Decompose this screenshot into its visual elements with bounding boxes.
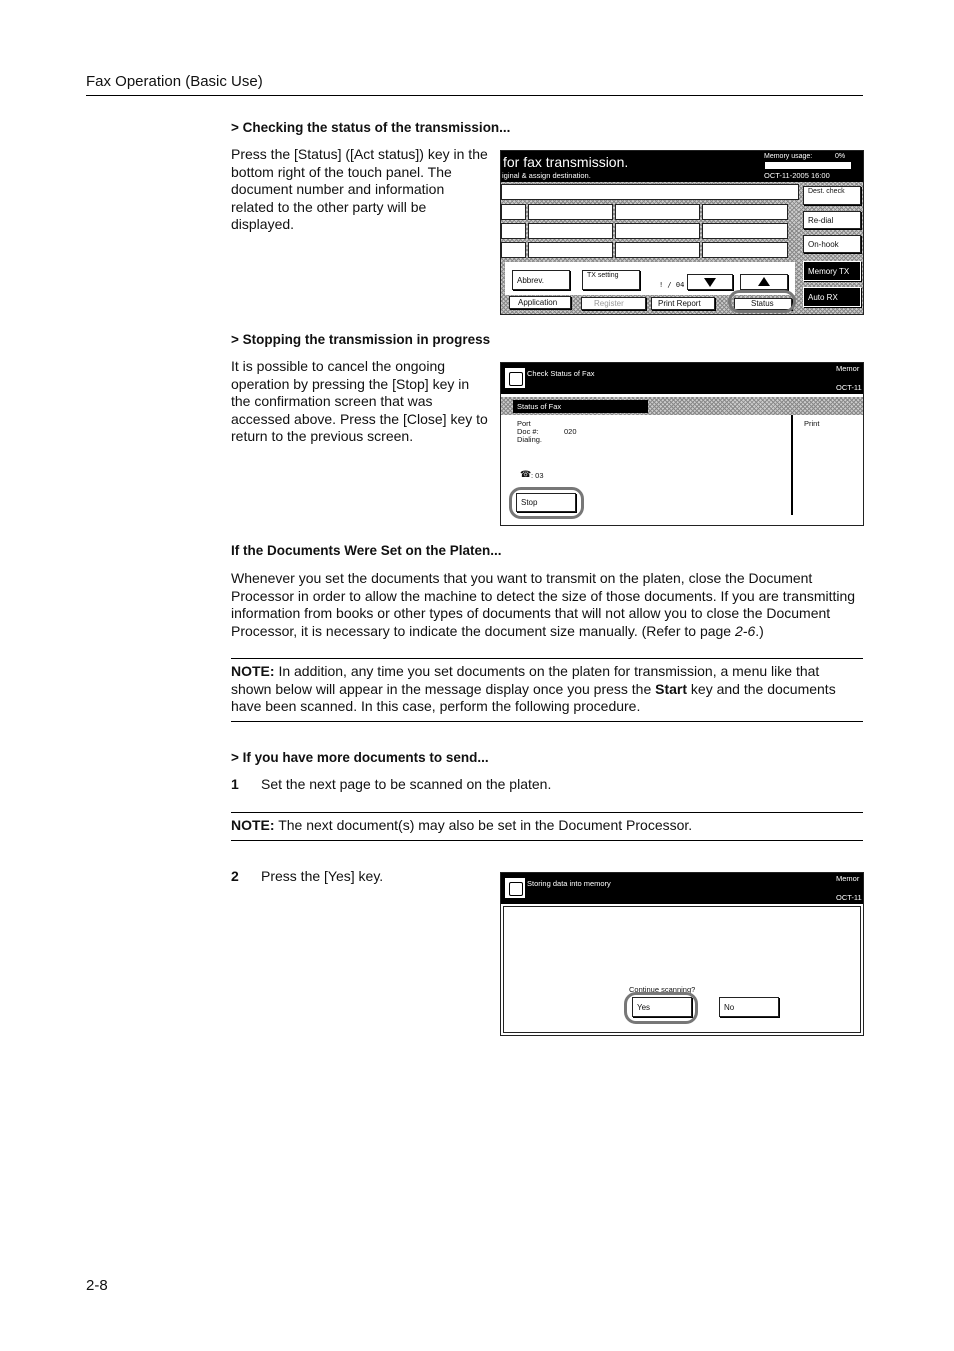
heading-stop-transmission: > Stopping the transmission in progress [231,332,491,347]
redial-button[interactable]: Re-dial [803,211,861,229]
tx-setting-button[interactable]: TX setting [582,270,640,290]
arrow-up-icon [758,277,770,286]
destination-field[interactable] [501,184,799,200]
dest-cell[interactable] [702,223,788,239]
status-highlight-ring [728,290,796,313]
screen3-title: Storing data into memory [527,879,611,888]
yes-button[interactable]: Yes [632,997,692,1017]
dest-cell[interactable] [501,242,526,258]
heading-check-status: > Checking the status of the transmission... [231,120,511,135]
running-header: Fax Operation (Basic Use) [86,73,263,90]
screen1-subtitle: iginal & assign destination. [502,171,591,180]
step1-number: 1 [231,776,239,792]
doc-number-label: Doc #: [517,427,539,436]
platen-text-b: .) [755,622,764,639]
dest-cell[interactable] [528,242,613,258]
note2-label: NOTE: [231,817,275,833]
column-divider [791,415,793,515]
doc-number-value: 020 [564,427,577,436]
note1-bottom-rule [231,721,863,722]
note2-bottom-rule [231,840,863,841]
fax-main-screen [500,150,864,315]
step2-number: 2 [231,868,239,884]
note1-label: NOTE: [231,663,275,679]
page-reference[interactable]: 2-6 [735,622,756,639]
memory-usage-value: 0% [835,153,846,160]
no-button[interactable]: No [719,997,779,1017]
dest-cell[interactable] [501,223,526,239]
scroll-down-button[interactable] [687,274,733,290]
auto-rx-button[interactable]: Auto RX [803,287,861,307]
screen2-titlebar [501,363,863,394]
on-hook-button[interactable]: On-hook [803,235,861,253]
platen-text [231,570,863,640]
note1-start-key: Start [655,680,688,697]
note1-text-a: In addition, any time you set documents on the platen for transmission, a menu like that shown below will appear in the message display once you press the [231,663,820,697]
dest-cell[interactable] [702,242,788,258]
screen2-title: Check Status of Fax [527,369,595,378]
tab-print-report[interactable]: Print Report [651,297,715,310]
screen3-date: OCT-11 [836,893,862,902]
tab-application[interactable]: Application [509,296,571,309]
note1-top-rule [231,658,863,659]
screen3-titlebar [501,873,863,904]
screen2-memory: Memor [836,364,860,373]
port-label: Port [517,419,531,428]
tab-register[interactable]: Register [581,297,646,310]
stop-button[interactable]: Stop [516,493,576,512]
dest-cell[interactable] [615,242,700,258]
dialing-status: Dialing. [517,435,543,444]
heading-platen: If the Documents Were Set on the Platen... [231,543,502,558]
dest-cell[interactable] [501,204,526,220]
stop-highlight-ring [509,487,584,519]
dest-check-button[interactable]: Dest. check [803,186,861,205]
screen3-memory: Memor [836,874,860,883]
check-status-screen [500,362,864,526]
note2 [231,817,863,835]
tab-status-of-fax[interactable]: Status of Fax [513,400,648,413]
note1 [231,663,863,716]
phone-value: : 03 [531,471,544,480]
abbrev-button[interactable]: Abbrev. [512,270,570,290]
page-number: 2-8 [86,1277,108,1294]
tab-status[interactable]: Status [734,298,792,310]
platen-text-a: Whenever you set the documents that you want to transmit on the platen, close the Document Processor in order to allow the machine to detect the size of those documents. If you are transmitting information from books or other types of documents that will not allow you to close the Document Processor, it is necessary to indicate the document size manually. (Refer to page [231,570,856,639]
dest-cell[interactable] [615,223,700,239]
screen2-date: OCT-11 [836,383,862,392]
header-rule [86,95,863,96]
continue-scanning-prompt: Continue scanning? [629,985,696,994]
step1-text: Set the next page to be scanned on the platen. [261,776,552,792]
scroll-up-button[interactable] [740,274,788,290]
note2-text: The next document(s) may also be set in the Document Processor. [274,817,693,833]
dest-cell[interactable] [528,223,613,239]
dest-cell[interactable] [528,204,613,220]
page-counter: ! / 04 [659,281,685,289]
note2-top-rule [231,812,863,813]
heading-more-documents: > If you have more documents to send... [231,750,489,765]
screen1-datetime: OCT-11-2005 16:00 [764,171,830,180]
print-label: Print [804,419,820,428]
phone-icon: ☎ [520,469,532,479]
screen1-title: for fax transmission. [503,154,629,170]
dest-cell[interactable] [615,204,700,220]
storing-data-screen [500,872,864,1036]
stop-transmission-text: It is possible to cancel the ongoing operation by pressing the [Stop] key in the confirmation screen that was accessed above. Press the [Close] key to return to the previous screen. [231,358,488,445]
note1-text-b: key and the documents have been scanned. In this case, perform the following procedure. [231,680,836,715]
memory-usage-label: Memory usage: [764,153,813,160]
check-status-text: Press the [Status] ([Act status]) key in the bottom right of the touch panel. The document number and information related to the other party will be displayed. [231,146,488,233]
arrow-down-icon [704,278,716,287]
memory-tx-button[interactable]: Memory TX [803,261,861,281]
memory-usage-bar [765,162,851,169]
fax-icon [505,878,525,898]
screen1-titlebar [501,151,863,182]
dest-cell[interactable] [702,204,788,220]
fax-icon [505,368,525,388]
step2-text: Press the [Yes] key. [261,868,384,884]
yes-highlight-ring [624,992,698,1024]
